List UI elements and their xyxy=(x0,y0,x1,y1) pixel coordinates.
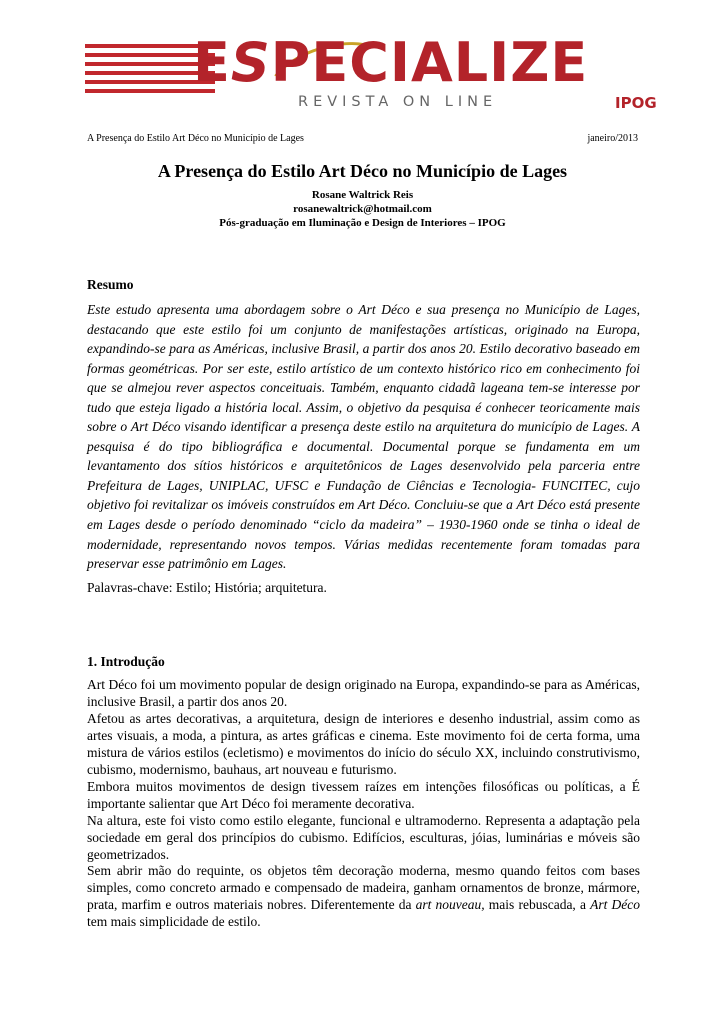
abstract-heading: Resumo xyxy=(87,277,134,292)
intro-paragraph: Sem abrir mão do requinte, os objetos têm decoração moderna, mesmo quando feitos com bases simples, como concreto armado e compensado de madeira, ganham ornamentos de bronze, mármore, prata, marfim e outros materiais nobres. Diferentemente da art nouveau, mais rebuscada, a Art Déco tem mais simplicidade de estilo. xyxy=(87,863,640,930)
journal-logo xyxy=(85,31,675,120)
intro-paragraph: Afetou as artes decorativas, a arquitetura, design de interiores e desenho industrial, assim como as artes visuais, a moda, a pintura, as artes gráficas e cinema. Este movimento foi de certa forma, uma mistura de vários estilos (ecletismo) e movimentos do início do século XX, incluindo construtivismo, cubismo, modernismo, bauhaus, art nouveau e futurismo. xyxy=(87,710,640,777)
running-date: janeiro/2013 xyxy=(587,133,638,144)
author-name: Rosane Waltrick Reis xyxy=(311,189,414,201)
intro-body xyxy=(87,677,640,931)
intro-paragraph: Art Déco foi um movimento popular de design originado na Europa, expandindo-se para as Américas, inclusive Brasil, a partir dos anos 20. xyxy=(87,677,640,709)
author-affiliation: Pós-graduação em Iluminação e Design de Interiores – IPOG xyxy=(219,217,506,229)
intro-paragraph: Embora muitos movimentos de design tivessem raízes em intenções filosóficas ou políticas, a É importante salientar que Art Déco foi meramente decorativa. xyxy=(87,778,640,811)
article-title: A Presença do Estilo Art Déco no Município de Lages xyxy=(157,161,568,181)
running-title: A Presença do Estilo Art Déco no Município de Lages xyxy=(87,133,304,144)
intro-heading: 1. Introdução xyxy=(87,654,165,669)
keywords: Palavras-chave: Estilo; História; arquitetura. xyxy=(87,580,327,595)
logo-org: IPOG xyxy=(615,94,657,112)
author-email: rosanewaltrick@hotmail.com xyxy=(293,203,432,215)
logo-wordmark: ESPECIALIZE xyxy=(193,31,589,94)
abstract-text: Este estudo apresenta uma abordagem sobre o Art Déco e sua presença no Município de Lages, destacando que este estilo foi um conjunto de manifestações artísticas, originado na Europa, expandindo-se para as Américas, inclusive Brasil, a partir dos anos 20. Estilo decorativo baseado em formas geométricas. Por ser este, estilo artístico de um contexto histórico rico em conhecimento foi que se almejou rever aspectos conceituais. Também, enquanto cidadã lageana tem-se interesse por tudo que esteja ligado a história local. Assim, o objetivo da pesquisa é conhecer teoricamente mais sobre o Art Déco visando identificar a presença deste estilo na arquitetura do município de Lages. A pesquisa é do tipo bibliográfica e documental. Documental porque se fundamenta em um levantamento dos sítios históricos e arquitetônicos de Lages desenvolvido pela parceria entre Prefeitura de Lages, UNIPLAC, UFSC e Fundação de Ciências e Tecnologia- FUNCITEC, cujo objetivo foi revitalizar os imóveis construídos em Art Déco. Concluiu-se que a Art Déco está presente em Lages desde o período denominado “ciclo da madeira” – 1930-1960 onde se tinha o ideal de modernidade, representando novos tempos. Várias medidas recentemente foram tomadas para preservar esse patrimônio em Lages. xyxy=(87,302,640,572)
intro-paragraph: Na altura, este foi visto como estilo elegante, funcional e ultramoderno. Representa a adaptação pela sociedade em geral dos princípios do cubismo. Edifícios, esculturas, jóias, luminárias e móveis são geometrizados. xyxy=(87,812,640,862)
logo-subtitle: REVISTA ON LINE xyxy=(298,94,498,110)
